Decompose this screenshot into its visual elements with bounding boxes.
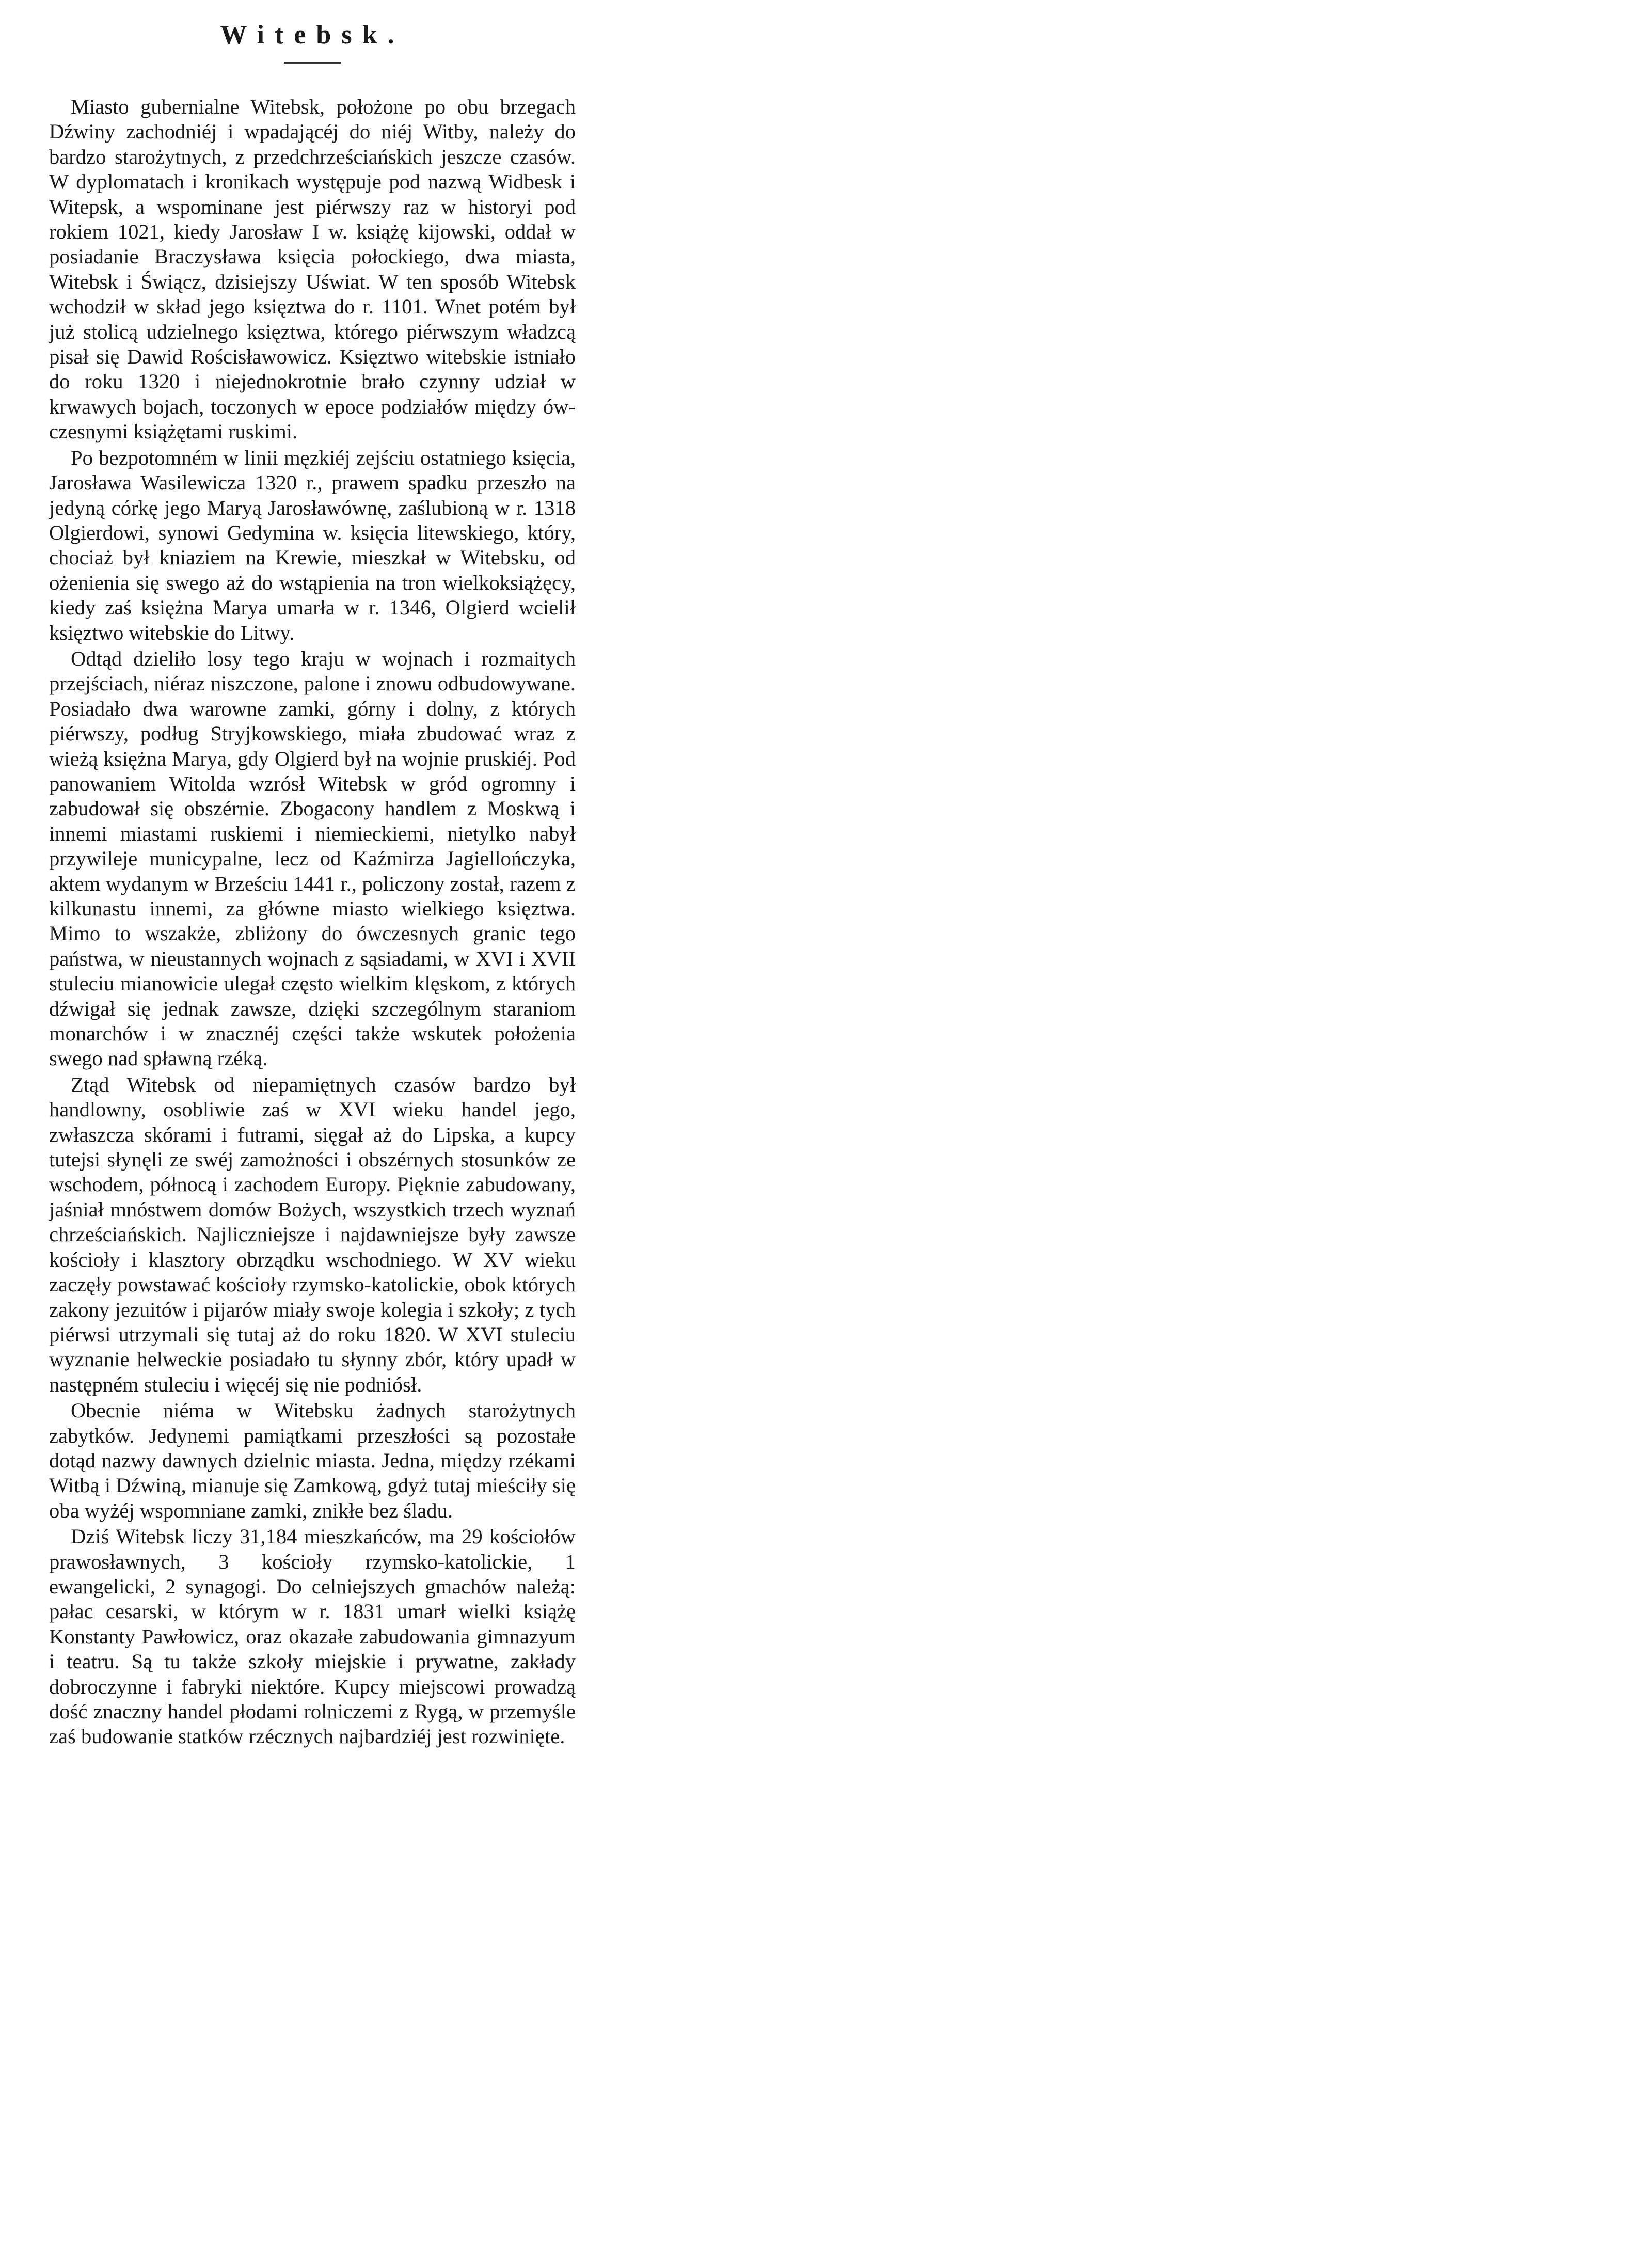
paragraph-2: Po bezpotomném w linii męzkiéj zejściu ostatniego księcia, Jarosława Wasilewicza 1320 r., prawem spadku przeszło na jedyną córkę jego Maryą Jarosławównę, zaślubioną w r. 1318 Olgierdowi, synowi Gedymina w. księcia litewskiego, który, chociaż był kniaziem na Krewie, mieszkał w Witebsku, od ożenienia się swego aż do wstąpienia na tron wielkoksiążęcy, kiedy zaś księżna Marya umarła w r. 1346, Olgierd wcielił księztwo witebskie do Litwy. [49,446,576,644]
article-column [49,20,576,1750]
paragraph-3: Odtąd dzieliło losy tego kraju w wojnach i rozmaitych przejściach, niéraz niszczone, palone i znowu odbudowywane. Posiadało dwa warowne zamki, górny i dolny, z których piérwszy, podług Stryjkowskiego, miała zbudować wraz z wieżą księżna Marya, gdy Olgierd był na wojnie pruskiéj. Pod panowaniem Witolda wzrósł Witebsk w gród ogromny i zabudował się obszérnie. Zbogacony handlem z Moskwą i innemi miastami ruskiemi i niemieckiemi, nietylko nabył przywileje municypalne, lecz od Kaźmirza Jagiellończyka, aktem wydanym w Brześciu 1441 r., policzony został, razem z kilkunastu innemi, za główne miasto wielkiego księztwa. Mimo to wszakże, zbliżony do ówczesnych granic tego państwa, w nieustannych wojnach z sąsiadami, w XVI i XVII stuleciu mianowicie ulegał często wielkim klęskom, z których dźwigał się jednak zawsze, dzięki szczególnym staraniom monarchów i w znacznéj części także wskutek położenia swego nad spławną rzéką. [49,646,576,1070]
article-title: Witebsk. [220,20,405,50]
paragraph-1: Miasto gubernialne Witebsk, położone po obu brzegach Dźwiny zachodniéj i wpadającéj do niéj Witby, należy do bardzo starożytnych, z przedchrześciańskich jeszcze czasów. W dyplomatach i kronikach występuje pod nazwą Widbesk i Witepsk, a wspominane jest piérwszy raz w historyi pod rokiem 1021, kiedy Jarosław I w. książę kijowski, oddał w posiadanie Braczysława księcia połockiego, dwa miasta, Witebsk i Świącz, dzisiejszy Uświat. W ten sposób Witebsk wchodził w skład jego księztwa do r. 1101. Wnet potém był już stolicą udzielnego księztwa, którego piérwszym władzcą pisał się Dawid Rościsławowicz. Księztwo witebskie istniało do roku 1320 i niejednokrotnie brało czynny udział w krwawych bojach, toczonych w epoce podziałów między ówczesnymi książętami ruskimi. [49,95,576,444]
paragraph-4: Ztąd Witebsk od niepamiętnych czasów bardzo był handlowny, osobliwie zaś w XVI wieku handel jego, zwłaszcza skórami i futrami, sięgał aż do Lipska, a kupcy tutejsi słynęli ze swéj zamożności i obszérnych stosunków ze wschodem, północą i zachodem Europy. Pięknie zabudowany, jaśniał mnóstwem domów Bożych, wszystkich trzech wyznań chrześciańskich. Najliczniejsze i najdawniejsze były zawsze kościoły i klasztory obrządku wschodniego. W XV wieku zaczęły powstawać kościoły rzymsko-katolickie, obok których zakony jezuitów i pijarów miały swoje kolegia i szkoły; z tych piérwsi utrzymali się tutaj aż do roku 1820. W XVI stuleciu wyznanie helweckie posiadało tu słynny zbór, który upadł w następném stuleciu i więcéj się nie podniósł. [49,1072,576,1396]
title-divider [284,62,341,64]
paragraph-5: Obecnie niéma w Witebsku żadnych starożytnych zabytków. Jedynemi pamiątkami przeszłości są pozostałe dotąd nazwy dawnych dzielnic miasta. Jedna, między rzékami Witbą i Dźwiną, mianuje się Zamkową, gdyż tutaj mieściły się oba wyżéj wspomniane zamki, znikłe bez śladu. [49,1399,576,1522]
paragraph-6: Dziś Witebsk liczy 31,184 mieszkańców, ma 29 kościołów prawosławnych, 3 kościoły rzymsko-katolickie, 1 ewangelicki, 2 synagogi. Do celniejszych gmachów należą: pałac cesarski, w którym w r. 1831 umarł wielki książę Konstanty Pawłowicz, oraz okazałe zabudowania gimnazyum i teatru. Są tu także szkoły miejskie i prywatne, zakłady dobroczynne i fabryki niektóre. Kupcy miejscowi prowadzą dość znaczny handel płodami rolniczemi z Rygą, w przemyśle zaś budowanie statków rzécznych najbardziéj jest rozwinięte. [49,1525,576,1748]
